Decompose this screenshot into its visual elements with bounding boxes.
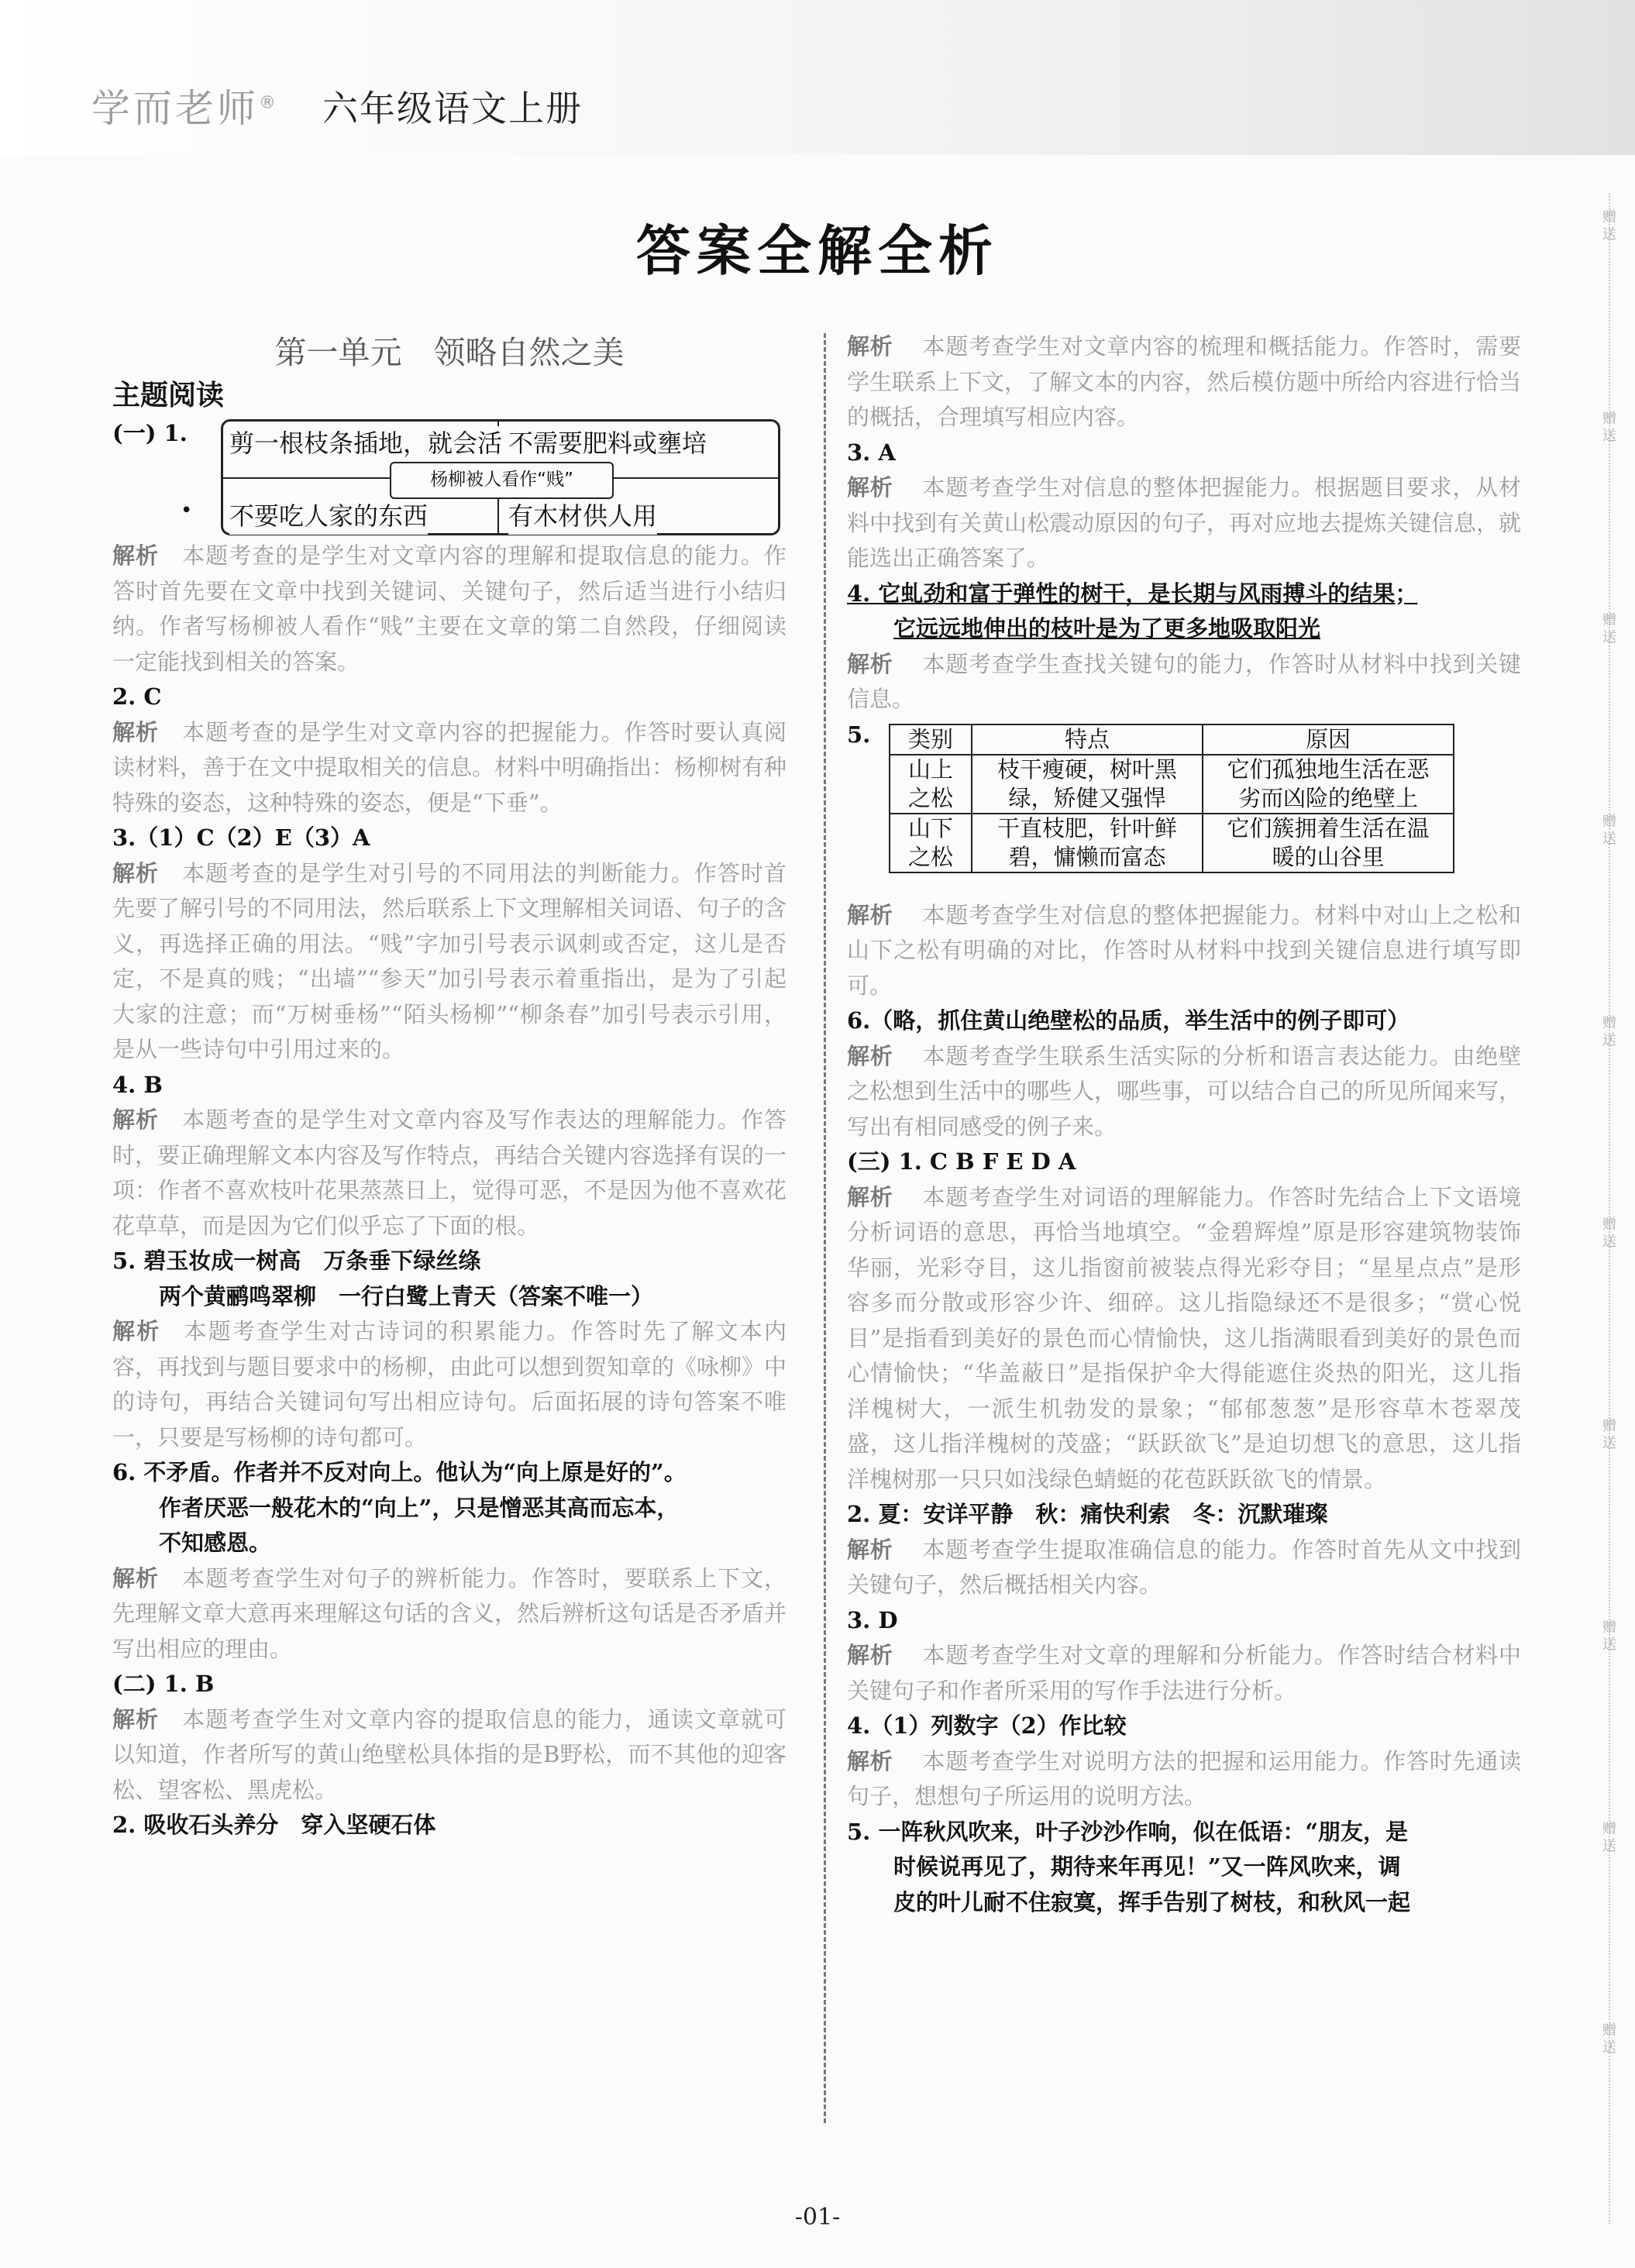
answer-diagram	[112, 416, 787, 539]
edge-stamp: 赠 送	[1602, 411, 1616, 444]
diagram-bottom-right: 有木材供人用	[508, 499, 657, 535]
table-header: 特点	[972, 724, 1203, 755]
answer: 6.（略，抓住黄山绝壁松的品质，举生活中的例子即可）	[847, 1007, 1410, 1034]
explanation: 解析 本题考查的是学生对文章内容及写作表达的理解能力。作答时，要正确理解文本内容及写作特点，再结合关键内容选择有误的一项：作者不喜欢枝叶花果蒸蒸日上，觉得可恶，不是因为他不喜欢花花草草，而是因为它们似乎忘了下面的根。	[112, 1106, 787, 1239]
answer: 时候说再见了，期待来年再见！”又一阵风吹来，调	[893, 1853, 1401, 1880]
diagram-top-right: 不需要肥料或壅培	[508, 426, 707, 462]
diagram-box	[221, 419, 780, 535]
unit-title: 第一单元 领略自然之美	[274, 334, 625, 371]
book-title: 六年级语文上册	[322, 88, 583, 129]
answer: 3. D	[847, 1606, 898, 1633]
edge-stamp: 赠 送	[1602, 2022, 1616, 2056]
explanation: 解析 本题考查学生对句子的辨析能力。作答时，要联系上下文，先理解文章大意再来理解这句话的含义，然后辨析这句话是否矛盾并写出相应的理由。	[112, 1564, 787, 1662]
right-column	[847, 329, 1521, 1920]
explanation: 解析 本题考查学生对古诗词的积累能力。作答时先了解文本内容，再找到与题目要求中的杨柳，由此可以想到贺知章的《咏柳》中的诗句，再结合关键词句写出相应诗句。后面拓展的诗句答案不唯一，只要是写杨柳的诗句都可。	[112, 1318, 787, 1451]
table-header: 类别	[890, 724, 972, 755]
explanation: 解析 本题考查学生对信息的整体把握能力。根据题目要求，从材料中找到有关黄山松震动原因的句子，再对应地去提炼关键信息，就能选出正确答案了。	[847, 474, 1522, 571]
explanation: 解析 本题考查学生对信息的整体把握能力。材料中对山上之松和山下之松有明确的对比，作答时从材料中找到关键信息进行填写即可。	[847, 901, 1521, 999]
answer: (三) 1. C B F E D A	[847, 1148, 1076, 1175]
table-header-row	[890, 724, 1454, 755]
answer: 它远远地伸出的枝叶是为了更多地吸取阳光	[893, 615, 1321, 642]
pine-table	[889, 724, 1454, 873]
edge-stamp: 赠 送	[1602, 814, 1616, 847]
answer: 4. 它虬劲和富于弹性的树干，是长期与风雨搏斗的结果；	[847, 580, 1418, 607]
explanation: 解析 本题考查的是学生对文章内容的把握能力。作答时要认真阅读材料，善于在文中提取相关的信息。材料中明确指出：杨柳树有种特殊的姿态，这种特殊的姿态，便是“下垂”。	[112, 718, 787, 816]
column-divider	[824, 333, 826, 2123]
explanation: 解析 本题考查学生对说明方法的把握和运用能力。作答时先通读句子，想想句子所运用的说明方法。	[847, 1747, 1521, 1809]
edge-stamp: 赠 送	[1602, 1015, 1616, 1048]
explanation: 解析 本题考查学生联系生活实际的分析和语言表达能力。由绝壁之松想到生活中的哪些人，哪些事，可以结合自己的所见所闻来写，写出有相同感受的例子来。	[847, 1042, 1522, 1140]
explanation: 解析 本题考查学生对文章内容的提取信息的能力，通读文章就可以知道，作者所写的黄山绝壁松具体指的是B野松，而不其他的迎客松、望客松、黑虎松。	[112, 1705, 787, 1803]
answer: 作者厌恶一般花木的“向上”，只是憎恶其高而忘本，	[159, 1494, 680, 1521]
edge-stamp: 赠 送	[1602, 612, 1616, 645]
brand-logo: 学而老师®	[91, 86, 279, 131]
bullet-icon: •	[181, 499, 193, 522]
table-cell: 干直枝肥，针叶鲜 碧，慵懒而富态	[972, 814, 1203, 872]
explanation: 解析 本题考查学生对词语的理解能力。作答时先结合上下文语境分析词语的意思，再恰当地填空。“金碧辉煌”原是形容建筑物装饰华丽，光彩夺目，这儿指窗前被装点得光彩夺目；“星星点点”是形容多而分散或形容少许、细碎。这儿指隐绿还不是很多；“赏心悦目”是指看到美好的景色而心情愉快，这儿指满眼看到美好的景色而心情愉快；“华盖蔽日”是指保护伞大得能遮住炎热的阳光，这儿指洋槐树大，一派生机勃发的景象；“郁郁葱葱”是形容草木苍翠茂盛，这儿指洋槐树的茂盛；“跃跃欲飞”是迫切想飞的意思，这儿指洋槐树那一只只如浅绿色蜻蜓的花苞跃跃欲飞的情景。	[847, 1183, 1521, 1492]
explanation: 解析 本题考查学生对文章的理解和分析能力。作答时结合材料中关键句子和作者所采用的写作手法进行分析。	[847, 1642, 1521, 1704]
answer: 皮的叶儿耐不住寂寞，挥手告别了树枝，和秋风一起	[893, 1888, 1411, 1915]
edge-stamp: 赠 送	[1602, 1821, 1616, 1854]
edge-stamp: 赠 送	[1602, 1619, 1616, 1653]
page-title: 答案全解全析	[636, 219, 999, 283]
table-cell: 它们孤独地生活在恶 劣而凶险的绝壁上	[1203, 755, 1454, 814]
explanation: 解析 本题考查学生提取准确信息的能力。作答时首先从文中找到关键句子，然后概括相关内容。	[847, 1536, 1521, 1598]
diagram-bottom-left: 不要吃人家的东西	[229, 499, 428, 535]
edge-stamp: 赠 送	[1602, 1217, 1616, 1250]
answer: 3.（1）C（2）E（3）A	[112, 824, 370, 851]
answer: (二) 1. B	[112, 1671, 215, 1697]
explanation: 解析 本题考查的是学生对文章内容的理解和提取信息的能力。作答时首先要在文章中找到关键词、关键句子，然后适当进行小结归纳。作者写杨柳被人看作“贱”主要在文章的第二自然段，仔细阅读一定能找到相关的答案。	[112, 542, 787, 675]
table-cell: 山上 之松	[890, 755, 972, 814]
explanation: 解析 本题考查学生查找关键句的能力，作答时从材料中找到关键信息。	[847, 650, 1521, 712]
answer: 5. 碧玉妆成一树高 万条垂下绿丝绦	[112, 1248, 481, 1274]
table-row	[890, 814, 1454, 872]
table-cell: 它们簇拥着生活在温 暖的山谷里	[1203, 814, 1454, 872]
edge-stamp: 赠 送	[1602, 209, 1616, 243]
question-label: 5.	[847, 721, 871, 748]
answer: 3. A	[847, 439, 896, 466]
answer: 2. 夏：安详平静 秋：痛快利索 冬：沉默璀璨	[847, 1501, 1328, 1527]
pine-table-block	[847, 718, 1521, 898]
page-number: -01-	[794, 2204, 841, 2231]
section-heading: 主题阅读	[112, 380, 225, 411]
answer: 两个黄鹂鸣翠柳 一行白鹭上青天（答案不唯一）	[159, 1282, 654, 1310]
table-cell: 枝干瘦硬，树叶黑 绿，矫健又强悍	[972, 755, 1203, 814]
explanation: 解析 本题考查学生对文章内容的梳理和概括能力。作答时，需要学生联系上下文，了解文本的内容，然后模仿题中所给内容进行恰当的概括，合理填写相应内容。	[847, 333, 1522, 430]
answer: 6. 不矛盾。作者并不反对向上。他认为“向上原是好的”。	[112, 1459, 687, 1485]
binding-edge	[1609, 194, 1610, 2224]
answer: 4. B	[112, 1071, 163, 1098]
table-row	[890, 755, 1454, 814]
left-column	[112, 329, 787, 1843]
edge-stamp: 赠 送	[1602, 1418, 1616, 1451]
table-cell: 山下 之松	[890, 814, 972, 872]
answer: 4.（1）列数字（2）作比较	[847, 1712, 1127, 1739]
table-header: 原因	[1203, 724, 1454, 755]
answer: 5. 一阵秋风吹来，叶子沙沙作响，似在低语：“朋友，是	[847, 1818, 1409, 1845]
question-label: (一) 1.	[112, 420, 188, 446]
answer: 不知感恩。	[159, 1530, 272, 1556]
answer: 2. C	[112, 683, 162, 710]
diagram-center: 杨柳被人看作“贱”	[390, 462, 614, 499]
answer: 2. 吸收石头养分 穿入坚硬石体	[112, 1812, 436, 1838]
explanation: 解析 本题考查的是学生对引号的不同用法的判断能力。作答时首先要了解引号的不同用法，然后联系上下文理解相关词语、句子的含义，再选择正确的用法。“贱”字加引号表示讽刺或否定，这儿是否定，不是真的贱；“出墙”“参天”加引号表示着重指出，是为了引起大家的注意；而“万树垂杨”“陌头杨柳”“柳条春”加引号表示引用，是从一些诗句中引用过来的。	[112, 859, 787, 1062]
diagram-top-left: 剪一根枝条插地，就会活	[229, 426, 502, 462]
